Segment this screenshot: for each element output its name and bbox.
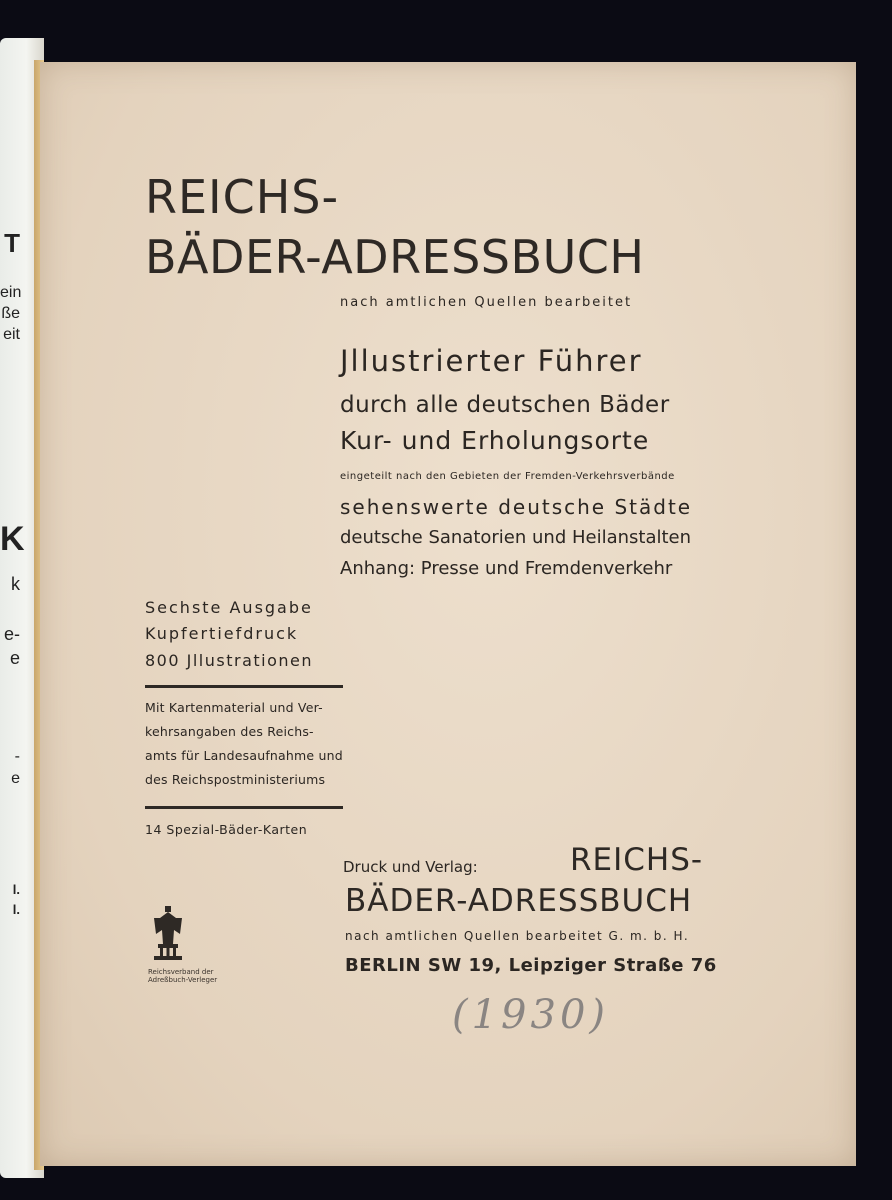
handwritten-year: (1930) (452, 992, 610, 1038)
publisher-label: Druck und Verlag: (343, 858, 478, 876)
left-page-fragment: k (11, 574, 20, 594)
publisher-name-1: REICHS- (570, 842, 704, 878)
divider (145, 685, 343, 688)
eagle-emblem-icon (148, 904, 188, 962)
logo-caption: Reichsverband der Adreßbuch-Verleger (148, 968, 218, 984)
left-page-fragment: T (4, 228, 20, 258)
left-page-fragment: eit (3, 326, 20, 343)
left-page-fragment: ße (1, 305, 20, 322)
feature-line-6: Anhang: Presse und Fremdenverkehr (340, 558, 673, 579)
left-page-fragment: K (0, 520, 25, 558)
maps-line-3: amts für Landesaufnahme und (145, 748, 343, 763)
left-page-fragment: l. (12, 882, 20, 897)
special-maps: 14 Spezial-Bäder-Karten (145, 822, 308, 837)
left-page-fragment: - (14, 748, 20, 765)
feature-line-1: Jllustrierter Führer (340, 344, 643, 378)
publisher-address: BERLIN SW 19, Leipziger Straße 76 (345, 955, 717, 976)
left-page-fragment: e (11, 770, 20, 787)
title-line-1: REICHS- (145, 170, 340, 224)
feature-line-5: deutsche Sanatorien und Heilanstalten (340, 527, 692, 548)
title-subtitle: nach amtlichen Quellen bearbeitet (340, 295, 633, 310)
maps-line-4: des Reichspostministeriums (145, 772, 326, 787)
divider (145, 806, 343, 809)
feature-line-2: durch alle deutschen Bäder (340, 392, 670, 418)
feature-line-4: sehenswerte deutsche Städte (340, 495, 693, 519)
edition-line-1: Sechste Ausgabe (145, 598, 313, 617)
maps-line-1: Mit Kartenmaterial und Ver- (145, 700, 323, 715)
publisher-tagline: nach amtlichen Quellen bearbeitet G. m. b. H. (345, 929, 690, 943)
left-page-fragment: e- (3, 624, 20, 644)
maps-line-2: kehrsangaben des Reichs- (145, 724, 314, 739)
title-page (40, 62, 856, 1166)
publisher-name-2: BÄDER-ADRESSBUCH (345, 883, 693, 919)
left-page-fragment: e (9, 648, 20, 668)
left-page-fragment: l. (12, 902, 20, 917)
edition-line-2: Kupfertiefdruck (145, 624, 299, 643)
title-line-2: BÄDER-ADRESSBUCH (145, 230, 645, 284)
edition-line-3: 800 Jllustrationen (145, 651, 313, 670)
feature-line-3: Kur- und Erholungsorte (340, 426, 650, 455)
left-page-fragment: ein (0, 284, 22, 301)
feature-note: eingeteilt nach den Gebieten der Fremden-Verkehrsverbände (340, 471, 675, 482)
